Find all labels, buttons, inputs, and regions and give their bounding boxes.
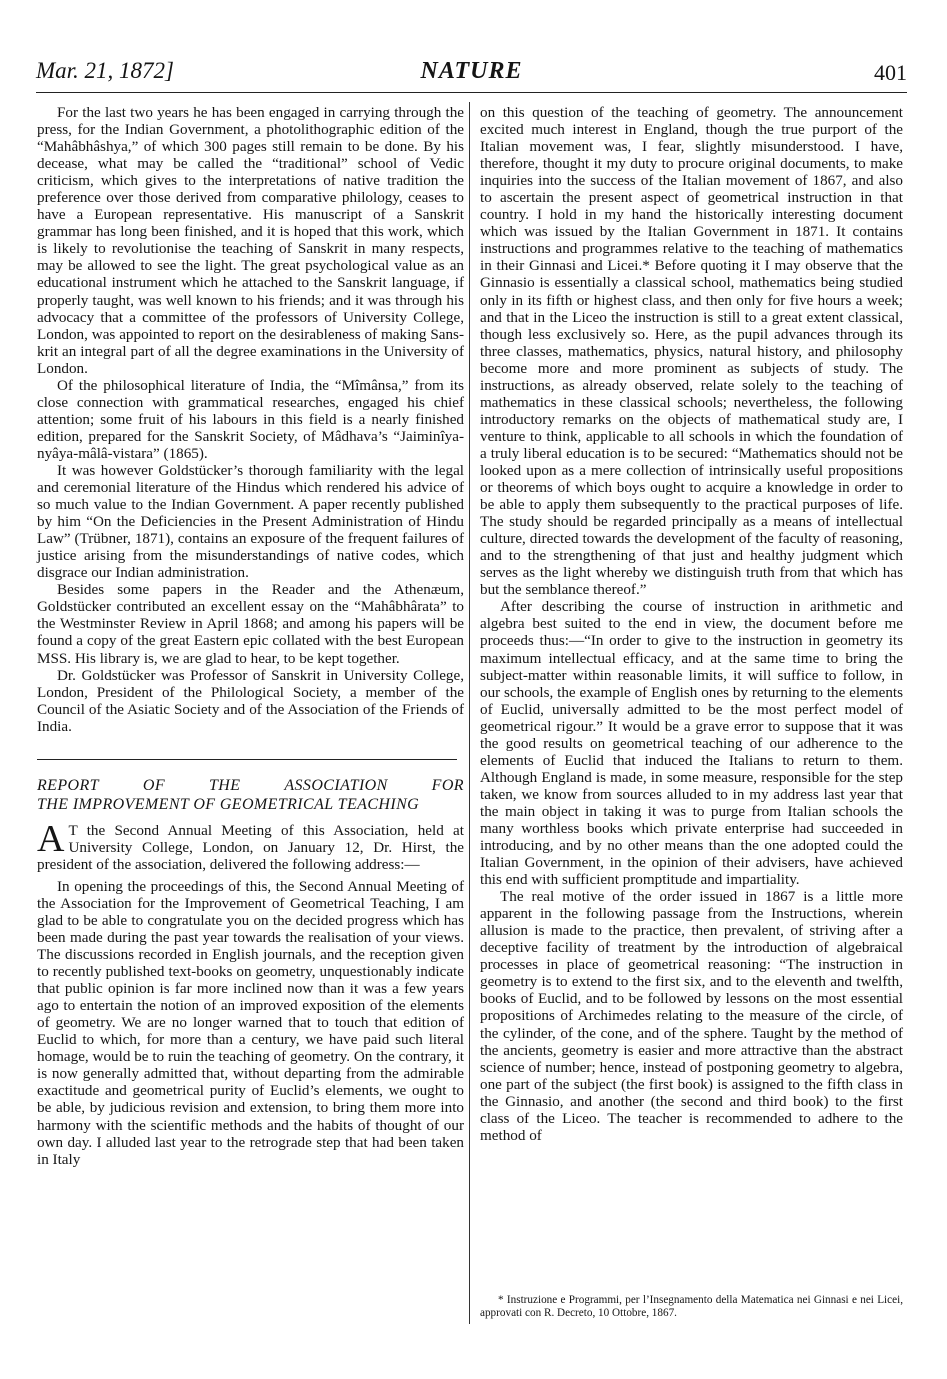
report-title-word: FOR: [431, 776, 464, 794]
report-title: [37, 776, 464, 814]
address-paragraph: In opening the proceedings of this, the Second Annual Meeting of the Association for the Improvement of Geometrical Teaching, I am glad to be able to congratulate you on the decided progress which has been made during the past year towards the realisation of your views. The discussions recorded in English journals, and the reception given to recently published text-books on geometry, unquestionably indicate that public opinion is far more inclined now than it was a few years ago to entertain the notion of an improved exposition of the elements of geometry. We are no longer warned that to touch that edition of Euclid to which, for more than a century, we have paid such literal homage, would be to ruin the teaching of geometry. On the contrary, it is now generally admitted that, without departing from the admirable exactitude and geometrical purity of Euclid’s elements, we ought to be able, by judicious revision and extension, to bring them more into harmony with the scientific methods and the habits of thought of our own day. I alluded last year to the retrograde step that had been taken in Italy: [37, 877, 464, 1168]
right-column: [480, 104, 903, 1144]
drop-cap: A: [37, 817, 65, 860]
journal-title: NATURE: [420, 58, 523, 84]
column-divider: [469, 102, 470, 1324]
section-rule: [37, 759, 457, 760]
address-continuation-3: The real motive of the order issued in 1867 is a little more apparent in the following passage from the Instructions, wherein allusion is made to the practice, then prevalent, of striving after a deceptive facility of treatment by the introduction of algebraical processes in place of geometrical reasoning: “The instruction in geometry is to extend to the first six, and to the eleventh and twelfth, books of Euclid, and to be followed by lessons on the most essential propositions of Archimedes relating to the measure of the circle, of the cylinder, of the cone, and of the sphere. Taught by the method of the ancients, geometry is easier and more attractive than the abstract science of number; hence, instead of postponing geometry to algebra, one part of the subject (the first book) is assigned to the fifth class in the Ginnasio, and another (the second and third book) to the first class of the Liceo. The teacher is recommended to adhere to the method of: [480, 888, 903, 1144]
issue-date: Mar. 21, 1872]: [36, 58, 175, 83]
report-title-word: ASSOCIATION: [284, 776, 388, 794]
obituary-paragraph-2: Of the philosophical literature of India, the “Mîmânsa,” from its close connection with grammatical researches, engaged his chief attention; some fruit of his labours in this field is a nearly finished edition, prepared for the Sanskrit Society, of Mâdhava’s “Jaiminîya-nyâya-mâlâ-vistara” (1865).: [37, 376, 464, 462]
footnote: [480, 1294, 903, 1320]
page-header: [36, 58, 907, 88]
address-continuation-1: on this question of the teaching of geometry. The announcement excited much interest in England, though the true purport of the Italian movement was, I fear, slightly misunderstood. I have, therefore, thought it my duty to procure original documents, to make inquiries into the success of the Italian movement of 1867, and also to ascertain the present aspect of geometrical instruction in that country. I hold in my hand the historically interesting document which was issued by the Italian Government in 1871. It contains instructions and programmes relative to the teaching of mathematics in their Ginnasi and Licei.* Before quoting it I may observe that the Ginnasio is essentially a classical school, mathematics being studied only in its fifth or highest class, and then only for five hours a week; and that in the Liceo the instruction is still to a great extent classical, though less exclusively so. Here, as the pupil advances through its three classes, mathematics, physics, natural history, and philosophy become more and more prominent as subjects of study. The instructions, as already observed, relate solely to the teaching of mathematics in these classical schools; nevertheless, the following introductory remarks on the objects of mathematical study are, I venture to think, applicable to all schools in which the foundation of a truly liberal education is to be secured: “Mathematics should not be looked upon as a mere collection of intrinsically useful propositions or theorems of which boys ought to acquire a knowledge in order to be able to apply them subsequently to the practical purposes of life. The study should be regarded principally as a means of intellectual culture, directed towards the development of the faculty of reasoning, and to the strengthening of that just and healthy judgment which serves as the light whereby we distinguish truth from that which has but the semblance thereof.”: [480, 104, 903, 599]
report-title-word: REPORT: [37, 776, 99, 794]
report-title-rest: THE IMPROVEMENT OF GEOMETRICAL TEACHING: [37, 795, 420, 813]
report-intro: [37, 817, 464, 873]
address-continuation-2: After describing the course of instruction in arithmetic and algebra best suited to the end in view, the document before me proceeds thus:—“In order to give to the instruction in geometry its maximum intellectual efficacy, and at the same time to bring the subject-matter within reasonable limits, it will suffice to follow, in our schools, the example of English ones by returning to the elements of Euclid, universally admitted to be the most perfect model of geometrical rigour.” It would be a grave error to suppose that it was the good results on geometrical teaching of our adherence to the elements of Euclid that induced the Italians to return to them. Although England is made, in some measure, responsible for the step taken, we know from sources alluded to in my address last year that the main object in taking it was to purge from Italian schools the many worthless books which private enterprise had succeeded in introducing, and by no other means than the one adopted could the Italian Government, in the opinion of their advisers, have achieved this end with sufficient promptitude and impartiality.: [480, 598, 903, 889]
obituary-paragraph-1: For the last two years he has been engaged in carrying through the press, for the Indian Government, a photolithographic edition of the “Mahâbhâshya,” of which 300 pages still remain to be done. By his decease, what may be called the “traditional” school of Vedic criticism, which gives to the interpretations of native tradition the preference over those derived from comparative philology, ceases to have a European representative. His manuscript of a Sanskrit grammar has long been finished, and it is hoped that this work, which is likely to revolutionise the teaching of Sanskrit in many respects, may be allowed to see the light. The great psychological value as an educational instrument which he attached to the Sanskrit language, if properly taught, was well known to his friends; and it was through his advocacy that a committee of the professors of University College, London, was appointed to report on the desirableness of making Sanskrit an integral part of all the degree examinations in the University of London.: [37, 104, 464, 377]
obituary-paragraph-4: Besides some papers in the Reader and the Athenæum, Goldstücker contributed an excellent essay on the “Mahâbhârata” to the Westminster Review in April 1868; and among his papers will be found a copy of the great Eastern epic collated with the best European MSS. His library is, we are glad to hear, to be kept together.: [37, 581, 464, 667]
obituary-paragraph-3: It was however Goldstücker’s thorough familiarity with the legal and ceremonial literature of the Hindus which rendered his advice of so much value to the Indian Government. A paper recently published by him “On the Deficiencies in the Present Administration of Hindu Law” (Trübner, 1871), contains an exposure of the frequent failures of justice arising from the misunderstandings of native codes, which disgrace our Indian administration.: [37, 461, 464, 582]
left-column: [37, 104, 464, 1168]
page-number: 401: [874, 60, 907, 85]
footnote-text: * Instruzione e Programmi, per l’Insegnamento della Matematica nei Ginnasi e nei Licei, approvati con R. Decreto, 10 Ottobre, 1867.: [480, 1294, 903, 1319]
obituary-paragraph-5: Dr. Goldstücker was Professor of Sanskrit in University College, London, President of the Philological Society, a member of the Council of the Asiatic Society and of the Association of the Friends of India.: [37, 666, 464, 735]
header-rule: [36, 92, 907, 93]
report-title-word: OF: [142, 776, 166, 794]
report-title-word: THE: [208, 776, 241, 794]
report-intro-text: T the Second Annual Meeting of this Association, held at University College, London, on January 12, Dr. Hirst, the president of the association, delivered the following address:—: [37, 821, 464, 873]
